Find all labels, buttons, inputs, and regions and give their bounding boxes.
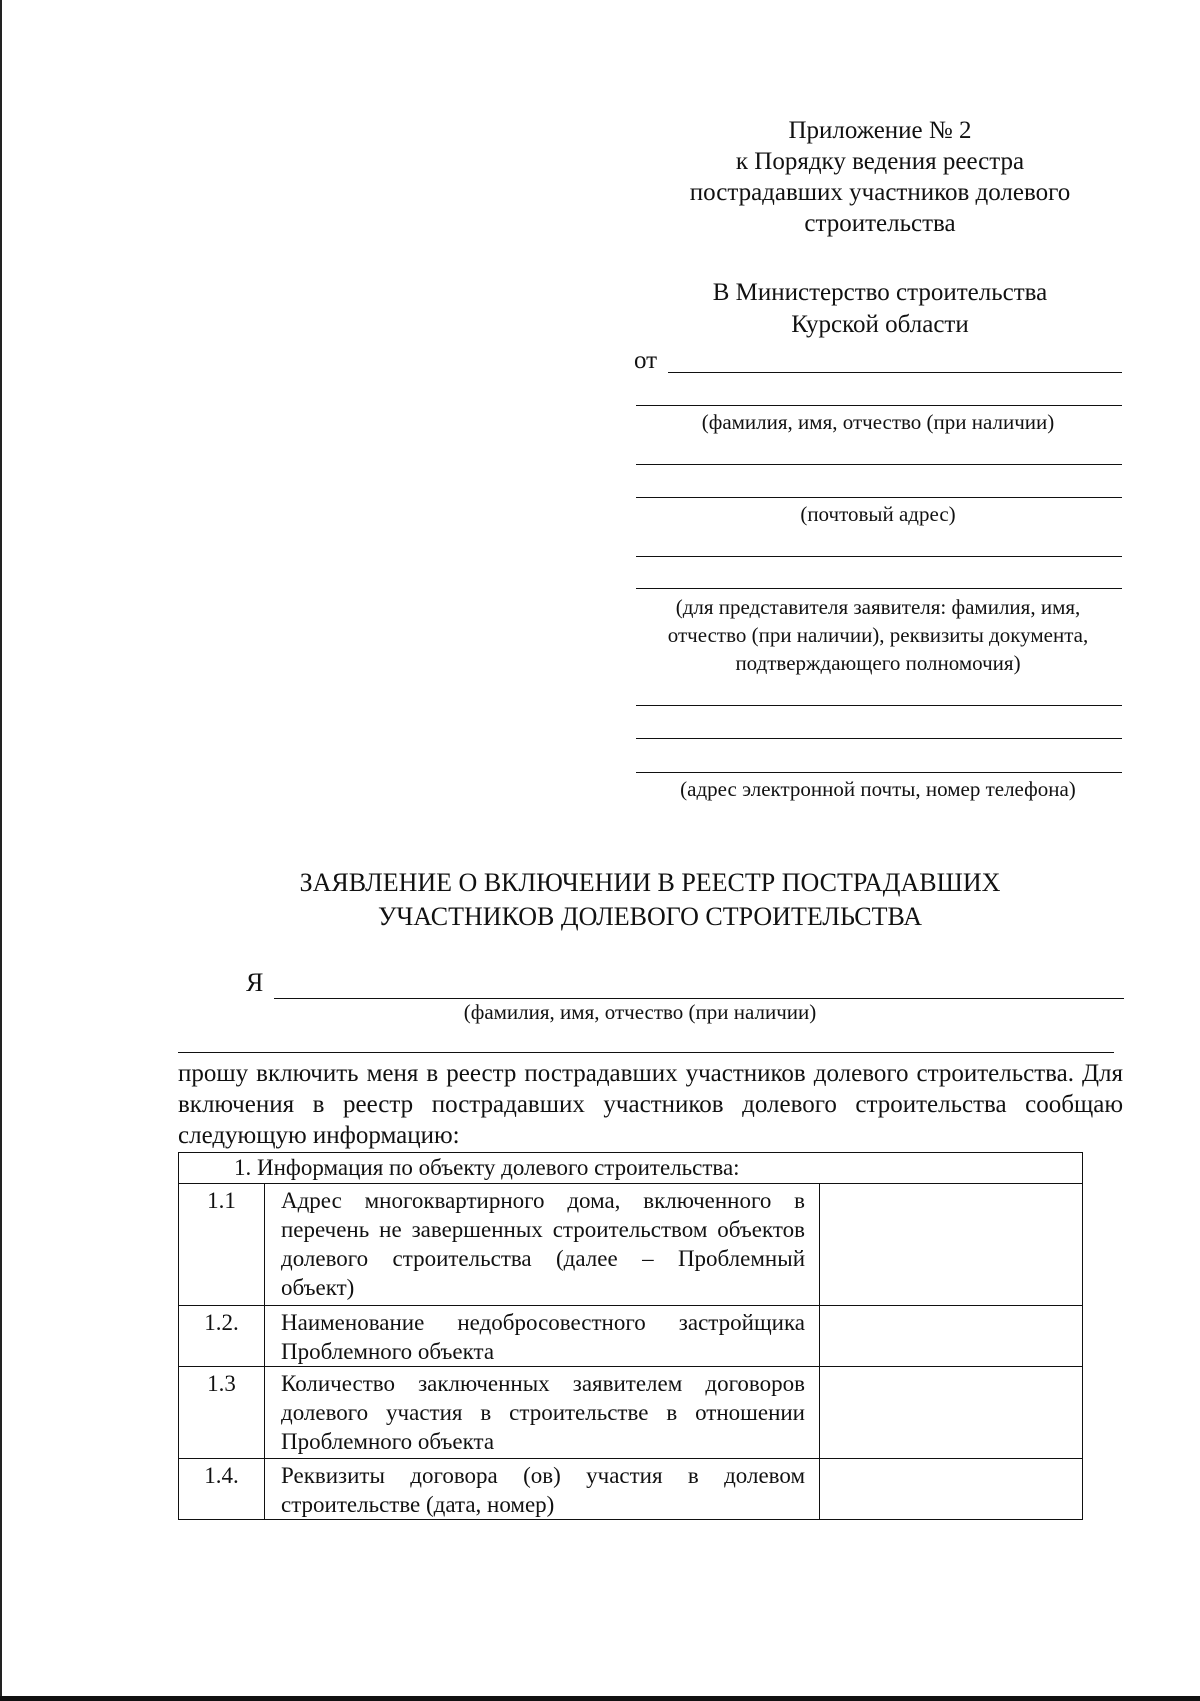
appendix-number: Приложение № 2 [788,117,972,144]
row-number: 1.1 [179,1184,265,1306]
scan-edge-bottom [0,1696,1200,1701]
appendix-line-2: к Порядку ведения реестра [735,148,1025,175]
applicant-caption: (фамилия, имя, отчество (при наличии) [463,1000,817,1024]
row-number: 1.2. [179,1306,265,1367]
representative-caption-line-1: (для представителя заявителя: фамилия, имя, [675,595,1081,619]
representative-blank-line-1[interactable] [636,556,1122,557]
representative-caption-line-2: отчество (при наличии), реквизиты документа, [667,623,1089,647]
table-row [179,1459,1083,1520]
appendix-line-3: пострадавших участников долевого [689,179,1071,206]
request-paragraph: прошу включить меня в реестр пострадавших участников долевого строительства. Для включения в реестр пострадавших участников долевого строительства сообщаю следующую информацию: [178,1060,1123,1149]
table-row [179,1184,1083,1306]
fio-blank-line[interactable] [636,405,1122,406]
appendix-header [640,115,1120,239]
row-description: Количество заключенных заявителем договоров долевого участия в строительстве в отношении Проблемного объекта [265,1367,820,1459]
recipient-block [640,277,1120,341]
fio-caption: (фамилия, имя, отчество (при наличии) [701,410,1055,434]
applicant-blank-line-2[interactable] [178,1052,1114,1053]
postal-caption: (почтовый адрес) [800,502,956,526]
document-title [200,866,1100,934]
representative-caption [630,593,1126,677]
contacts-caption: (адрес электронной почты, номер телефона) [680,777,1076,801]
row-value-cell[interactable] [820,1306,1083,1367]
contacts-blank-line-1[interactable] [636,705,1122,706]
document-title-line-1: ЗАЯВЛЕНИЕ О ВКЛЮЧЕНИИ В РЕЕСТР ПОСТРАДАВШИХ [299,868,1001,897]
row-value-cell[interactable] [820,1184,1083,1306]
applicant-blank-line [274,998,1124,999]
row-value-cell[interactable] [820,1459,1083,1520]
table-row [179,1367,1083,1459]
from-blank-line [668,372,1122,373]
recipient-line-2: Курской области [791,311,969,338]
representative-caption-line-3: подтверждающего полномочия) [735,651,1021,675]
row-description: Реквизиты договора (ов) участия в долевом строительстве (дата, номер) [265,1459,820,1520]
scan-edge-left [0,0,2,1701]
contacts-blank-line-2[interactable] [636,738,1122,739]
row-number: 1.4. [179,1459,265,1520]
from-label: от [634,347,658,374]
object-info-table [178,1152,1083,1520]
document-title-line-2: УЧАСТНИКОВ ДОЛЕВОГО СТРОИТЕЛЬСТВА [378,902,922,931]
table-row [179,1306,1083,1367]
applicant-name-field[interactable] [246,968,1124,1002]
appendix-line-4: строительства [804,210,956,237]
from-field[interactable] [634,347,1122,379]
row-description: Наименование недобросовестного застройщика Проблемного объекта [265,1306,820,1367]
representative-blank-line-2[interactable] [636,588,1122,589]
table-section-title: 1. Информация по объекту долевого строительства: [179,1153,1083,1184]
row-number: 1.3 [179,1367,265,1459]
row-description: Адрес многоквартирного дома, включенного в перечень не завершенных строительством объектов долевого строительства (далее – Проблемный объект) [265,1184,820,1306]
postal-blank-line-2[interactable] [636,497,1122,498]
applicant-label: Я [246,968,264,997]
postal-blank-line-1[interactable] [636,464,1122,465]
row-value-cell[interactable] [820,1367,1083,1459]
table-section-row [179,1153,1083,1184]
recipient-line-1: В Министерство строительства [712,279,1048,306]
contacts-blank-line-3[interactable] [636,772,1122,773]
